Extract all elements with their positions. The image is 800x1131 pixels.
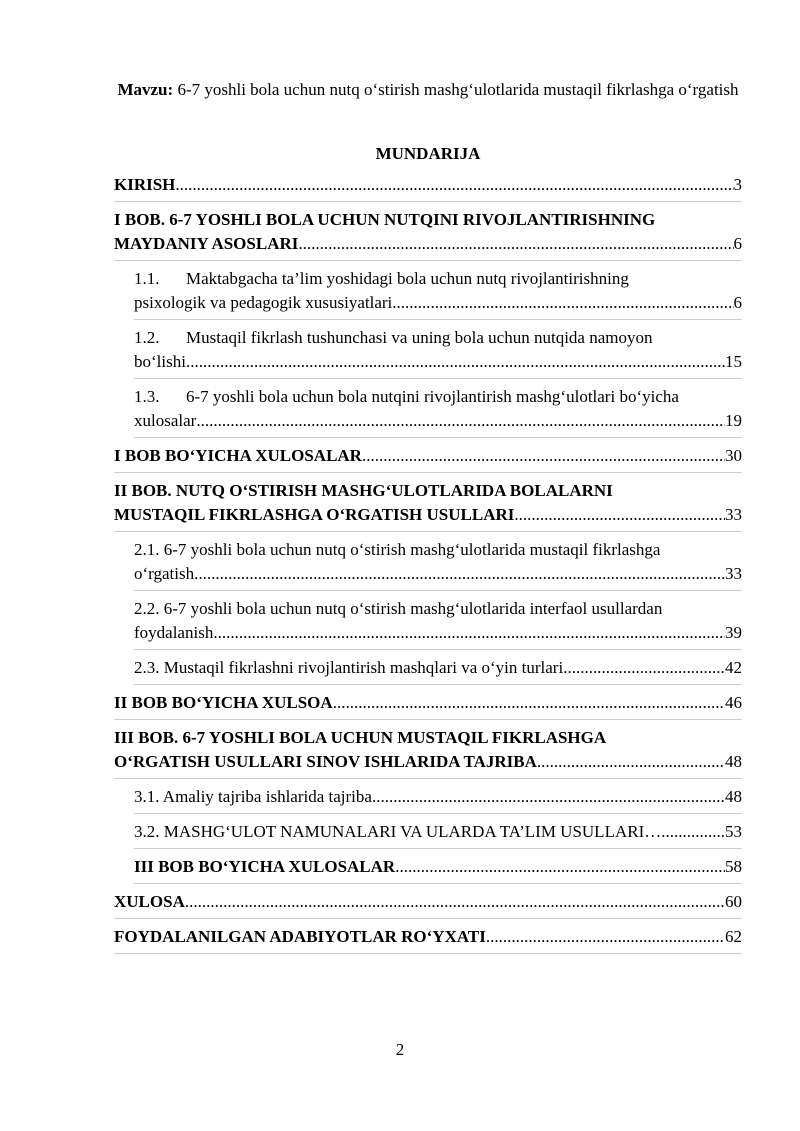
toc-leader [514, 503, 725, 527]
toc-entry-title: o‘rgatish [134, 564, 195, 583]
toc-page-number: 42 [725, 658, 742, 677]
toc-entry-title-line1: II BOB. NUTQ O‘STIRISH MASHG‘ULOTLARIDA BOLALARNI [114, 481, 613, 500]
toc-page-number: 46 [725, 693, 742, 712]
toc-page-number: 15 [725, 352, 742, 371]
toc-entry-number: 1.3. [134, 387, 160, 406]
topic-label: Mavzu: [117, 80, 174, 99]
toc-entry-title-line1: Maktabgacha ta’lim yoshidagi bola uchun nutq rivojlantirishning [186, 269, 629, 288]
toc-page-number: 6 [733, 234, 742, 253]
toc-entry-chapter-2-conclusion[interactable] [114, 690, 742, 720]
toc-entry-1-1[interactable] [134, 266, 742, 320]
toc-page-number: 19 [725, 411, 742, 430]
toc-leader [395, 855, 725, 879]
toc-entry-chapter-2[interactable] [114, 478, 742, 532]
toc-leader [196, 409, 725, 433]
toc-entry-chapter-3[interactable] [114, 725, 742, 779]
table-of-contents [114, 172, 742, 959]
toc-page-number: 3 [733, 175, 742, 194]
toc-entry-title-line1: I BOB. 6-7 YOSHLI BOLA UCHUN NUTQINI RIVOJLANTIRISHNING [114, 210, 656, 229]
toc-leader [175, 173, 733, 197]
toc-leader [392, 291, 733, 315]
toc-entry-references[interactable] [114, 924, 742, 954]
toc-entry-title: XULOSA [114, 892, 185, 911]
toc-entry-2-3[interactable] [134, 655, 742, 685]
toc-page-number: 33 [725, 505, 742, 524]
toc-entry-title: MAYDANIY ASOSLARI [114, 234, 299, 253]
toc-entry-2-1[interactable] [134, 537, 742, 591]
toc-leader [537, 750, 725, 774]
toc-page-number: 62 [725, 927, 742, 946]
toc-entry-chapter-3-conclusion[interactable] [134, 854, 742, 884]
toc-entry-title: psixologik va pedagogik xususiyatlari [134, 293, 393, 312]
toc-entry-title: III BOB BO‘YICHA XULOSALAR [134, 857, 396, 876]
toc-entry-title: 3.1. Amaliy tajriba ishlarida tajriba [134, 787, 372, 806]
toc-heading: MUNDARIJA [375, 144, 481, 163]
toc-entry-title: MUSTAQIL FIKRLASHGA O‘RGATISH USULLARI [114, 505, 515, 524]
toc-entry-chapter-1[interactable] [114, 207, 742, 261]
toc-entry-title-line1: III BOB. 6-7 YOSHLI BOLA UCHUN MUSTAQIL FIKRLASHGA [114, 728, 607, 747]
toc-entry-2-2[interactable] [134, 596, 742, 650]
toc-page-number: 53 [725, 822, 742, 841]
topic-line [100, 74, 756, 106]
toc-page-number: 58 [725, 857, 742, 876]
toc-page-number: 48 [725, 752, 742, 771]
toc-entry-title-line1: Mustaqil fikrlash tushunchasi va uning bola uchun nutqida namoyon [186, 328, 653, 347]
toc-page-number: 33 [725, 564, 742, 583]
toc-entry-title-line1: 6-7 yoshli bola uchun bola nutqini rivojlantirish mashg‘ulotlari bo‘yicha [186, 387, 679, 406]
toc-entry-number: 1.2. [134, 328, 160, 347]
toc-leader [186, 350, 725, 374]
toc-leader [185, 890, 725, 914]
toc-entry-conclusion[interactable] [114, 889, 742, 919]
toc-entry-3-1[interactable] [134, 784, 742, 814]
toc-leader [486, 925, 725, 949]
toc-entry-1-3[interactable] [134, 384, 742, 438]
toc-entry-title: xulosalar [134, 411, 197, 430]
toc-entry-title: bo‘lishi [134, 352, 186, 371]
toc-leader [661, 820, 725, 844]
toc-entry-title: 2.3. Mustaqil fikrlashni rivojlantirish mashqlari va o‘yin turlari [134, 658, 564, 677]
toc-leader [213, 621, 725, 645]
toc-leader [362, 444, 725, 468]
toc-page-number: 39 [725, 623, 742, 642]
toc-entry-number: 1.1. [134, 269, 160, 288]
toc-leader [194, 562, 725, 586]
toc-leader [333, 691, 725, 715]
toc-entry-3-2[interactable] [134, 819, 742, 849]
toc-entry-title: I BOB BO‘YICHA XULOSALAR [114, 446, 362, 465]
toc-entry-title-line1: 2.1. 6-7 yoshli bola uchun nutq o‘stirish mashg‘ulotlarida mustaqil fikrlashga [134, 540, 661, 559]
toc-leader [372, 785, 725, 809]
page-number: 2 [395, 1040, 405, 1059]
toc-entry-kirish[interactable] [114, 172, 742, 202]
toc-leader [298, 232, 733, 256]
toc-entry-title: II BOB BO‘YICHA XULSOA [114, 693, 333, 712]
toc-entry-title-line1: 2.2. 6-7 yoshli bola uchun nutq o‘stirish mashg‘ulotlarida interfaol usullardan [134, 599, 663, 618]
toc-entry-title: O‘RGATISH USULLARI SINOV ISHLARIDA TAJRIBA [114, 752, 537, 771]
toc-entry-title: foydalanish [134, 623, 214, 642]
toc-entry-title: FOYDALANILGAN ADABIYOTLAR RO‘YXATI [114, 927, 486, 946]
toc-page-number: 6 [733, 293, 742, 312]
toc-entry-title: KIRISH [114, 175, 176, 194]
toc-entry-title: 3.2. MASHG‘ULOT NAMUNALARI VA ULARDA TA’LIM USULLARI… [134, 822, 662, 841]
toc-entry-1-2[interactable] [134, 325, 742, 379]
toc-page-number: 48 [725, 787, 742, 806]
toc-page-number: 60 [725, 892, 742, 911]
topic-text: 6-7 yoshli bola uchun nutq o‘stirish mashg‘ulotlarida mustaqil fikrlashga o‘rgatish [173, 80, 739, 99]
toc-entry-chapter-1-conclusion[interactable] [114, 443, 742, 473]
toc-page-number: 30 [725, 446, 742, 465]
toc-leader [563, 656, 725, 680]
